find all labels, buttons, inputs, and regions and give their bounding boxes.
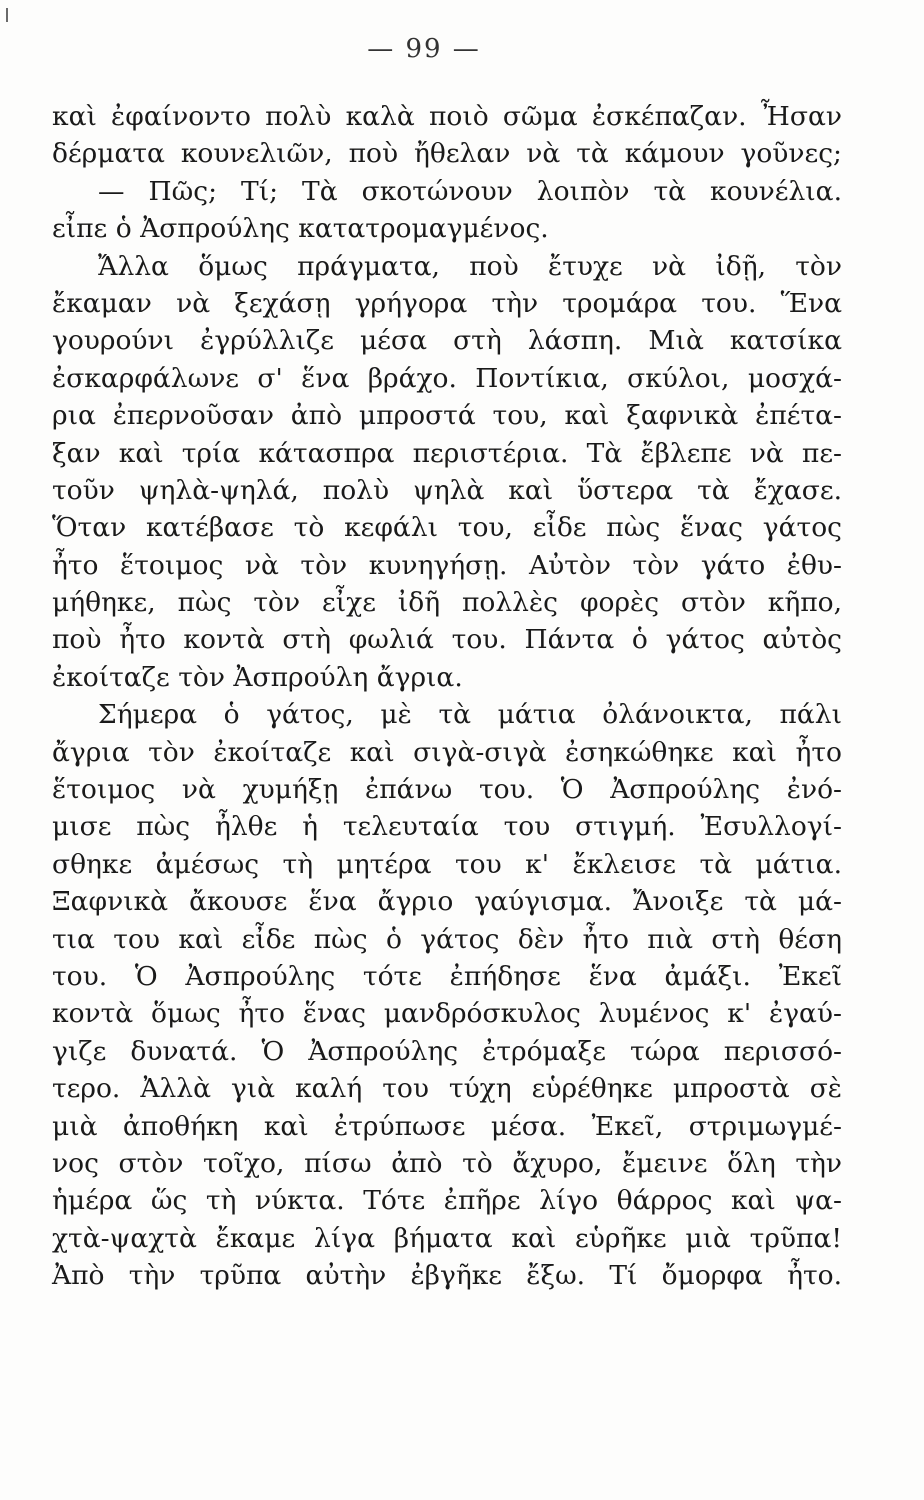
text-line: ξαν καὶ τρία κάτασπρα περιστέρια. Τὰ ἔβλεπε νὰ πε- xyxy=(52,437,842,469)
text-line: χτὰ-ψαχτὰ ἔκαμε λίγα βήματα καὶ εὑρῆκε μιὰ τρῦπα! xyxy=(52,1222,842,1254)
text-line: Σήμερα ὁ γάτος, μὲ τὰ μάτια ὀλάνοικτα, πάλι xyxy=(98,699,842,731)
page-number: — 99 — xyxy=(367,34,481,64)
text-line: τοῦν ψηλὰ-ψηλά, πολὺ ψηλὰ καὶ ὕστερα τὰ ἔχασε. xyxy=(52,474,842,506)
text-line: γουρούνι ἐγρύλλιζε μέσα στὴ λάσπη. Μιὰ κατσίκα xyxy=(52,325,842,357)
margin-mark xyxy=(6,8,8,22)
text-line: μιὰ ἀποθήκη καὶ ἐτρύπωσε μέσα. Ἐκεῖ, στριμωγμέ- xyxy=(52,1110,842,1142)
text-line: ἡμέρα ὥς τὴ νύκτα. Τότε ἐπῆρε λίγο θάρρος καὶ ψα- xyxy=(52,1185,842,1217)
text-line: γιζε δυνατά. Ὁ Ἀσπρούλης ἐτρόμαξε τώρα περισσό- xyxy=(52,1035,842,1067)
text-line: Ὅταν κατέβασε τὸ κεφάλι του, εἶδε πὼς ἕνας γάτος xyxy=(52,512,842,544)
text-line: ποὺ ἦτο κοντὰ στὴ φωλιά του. Πάντα ὁ γάτος αὐτὸς xyxy=(52,624,842,656)
text-line: Ἄλλα ὅμως πράγματα, ποὺ ἔτυχε νὰ ἰδῇ, τὸν xyxy=(98,250,842,282)
text-line: μισε πὼς ἦλθε ἡ τελευταία του στιγμή. Ἐσυλλογί- xyxy=(52,811,842,843)
text-line: ἦτο ἕτοιμος νὰ τὸν κυνηγήσῃ. Αὐτὸν τὸν γάτο ἐθυ- xyxy=(52,549,842,581)
text-line: ἔκαμαν νὰ ξεχάσῃ γρήγορα τὴν τρομάρα του. Ἕνα xyxy=(52,287,842,319)
text-line: ἕτοιμος νὰ χυμήξῃ ἐπάνω του. Ὁ Ἀσπρούλης ἐνό- xyxy=(52,774,842,806)
text-line: ἐκοίταζε τὸν Ἀσπρούλη ἄγρια. xyxy=(52,661,463,693)
text-line: ρια ἐπερνοῦσαν ἀπὸ μπροστά του, καὶ ξαφνικὰ ἐπέτα- xyxy=(52,400,842,432)
text-line: Ἀπὸ τὴν τρῦπα αὐτὴν ἐβγῆκε ἔξω. Τί ὄμορφα ἦτο. xyxy=(52,1260,842,1292)
text-line: τια του καὶ εἶδε πὼς ὁ γάτος δὲν ἦτο πιὰ στὴ θέση xyxy=(52,923,842,955)
text-line: κοντὰ ὅμως ἦτο ἕνας μανδρόσκυλος λυμένος κ' ἐγαύ- xyxy=(52,998,842,1030)
text-line: του. Ὁ Ἀσπρούλης τότε ἐπήδησε ἕνα ἀμάξι. Ἐκεῖ xyxy=(52,960,842,992)
text-line: καὶ ἐφαίνοντο πολὺ καλὰ ποιὸ σῶμα ἐσκέπαζαν. Ἦσαν xyxy=(52,101,842,132)
text-line: εἶπε ὁ Ἀσπρούλης κατατρομαγμένος. xyxy=(52,213,549,245)
text-line: σθηκε ἀμέσως τὴ μητέρα του κ' ἔκλεισε τὰ μάτια. xyxy=(52,848,842,880)
text-line: νος στὸν τοῖχο, πίσω ἀπὸ τὸ ἄχυρο, ἔμεινε ὅλη τὴν xyxy=(52,1147,842,1179)
text-line: μήθηκε, πὼς τὸν εἶχε ἰδῆ πολλὲς φορὲς στὸν κῆπο, xyxy=(52,587,842,619)
body-text xyxy=(52,98,842,1295)
text-line: ἐσκαρφάλωνε σ' ἕνα βράχο. Ποντίκια, σκύλοι, μοσχά- xyxy=(52,362,842,394)
text-line: — Πῶς; Τί; Τὰ σκοτώνουν λοιπὸν τὰ κουνέλια. xyxy=(98,175,842,207)
text-line: τερο. Ἀλλὰ γιὰ καλή του τύχη εὑρέθηκε μπροστὰ σὲ xyxy=(52,1073,842,1105)
text-line: Ξαφνικὰ ἄκουσε ἕνα ἄγριο γαύγισμα. Ἄνοιξε τὰ μά- xyxy=(52,886,842,918)
text-line: δέρματα κουνελιῶν, ποὺ ἤθελαν νὰ τὰ κάμουν γοῦνες; xyxy=(52,138,842,170)
text-line: ἄγρια τὸν ἐκοίταζε καὶ σιγὰ-σιγὰ ἐσηκώθηκε καὶ ἦτο xyxy=(52,736,842,768)
